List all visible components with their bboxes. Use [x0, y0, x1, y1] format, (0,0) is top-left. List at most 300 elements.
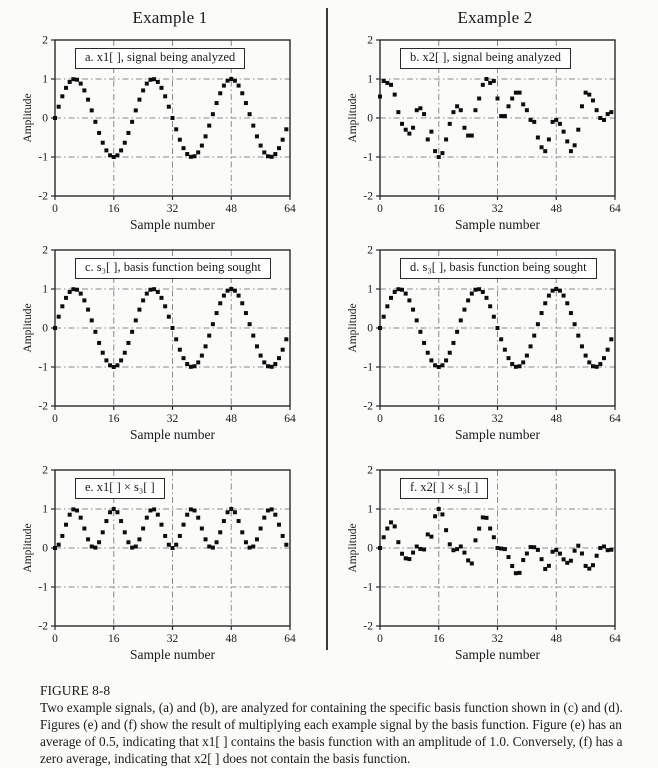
data-point: [536, 322, 540, 326]
data-point: [562, 557, 566, 561]
data-point: [415, 108, 419, 112]
x-tick-label: 16: [433, 633, 445, 645]
y-tick-label: 2: [367, 465, 373, 477]
data-point: [189, 365, 193, 369]
data-point: [492, 315, 496, 319]
data-point: [233, 79, 237, 83]
data-point: [393, 290, 397, 294]
plot-label-box-d: d. s₃[ ], basis function being sought: [400, 258, 597, 279]
data-point: [163, 304, 167, 308]
data-point: [277, 356, 281, 360]
data-point: [240, 301, 244, 305]
data-point: [86, 537, 90, 541]
x-tick-label: 64: [609, 413, 621, 425]
data-point: [255, 134, 259, 138]
data-point: [584, 91, 588, 95]
plot-cell-d: [345, 245, 658, 450]
data-point: [525, 354, 529, 358]
data-point: [134, 108, 138, 112]
data-point: [156, 80, 160, 84]
data-point: [90, 108, 94, 112]
data-point: [60, 534, 64, 538]
data-point: [488, 527, 492, 531]
data-point: [248, 546, 252, 550]
scatter-plot-e: [20, 465, 340, 670]
data-point: [75, 508, 79, 512]
data-point: [580, 104, 584, 108]
data-point: [455, 104, 459, 108]
data-point: [415, 544, 419, 548]
x-tick-label: 48: [225, 633, 237, 645]
data-point: [407, 557, 411, 561]
y-axis-title: Amplitude: [347, 93, 359, 143]
data-point: [248, 112, 252, 116]
data-point: [547, 137, 551, 141]
data-point: [584, 354, 588, 358]
data-point: [422, 112, 426, 116]
y-tick-label: 1: [367, 283, 373, 296]
data-point: [393, 524, 397, 528]
data-point: [204, 344, 208, 348]
data-point: [159, 523, 163, 527]
data-point: [510, 97, 514, 101]
data-point: [389, 296, 393, 300]
data-point: [400, 552, 404, 556]
data-point: [200, 354, 204, 358]
data-point: [536, 136, 540, 140]
data-point: [211, 112, 215, 116]
data-point: [595, 108, 599, 112]
data-point: [123, 530, 127, 534]
data-point: [602, 544, 606, 548]
data-point: [404, 128, 408, 132]
data-point: [134, 545, 138, 549]
data-point: [182, 146, 186, 150]
data-point: [433, 363, 437, 367]
data-point: [477, 97, 481, 101]
data-point: [396, 110, 400, 114]
x-tick-label: 64: [609, 203, 621, 215]
data-point: [536, 548, 540, 552]
data-point: [112, 507, 116, 511]
data-point: [134, 318, 138, 322]
data-point: [200, 144, 204, 148]
data-point: [481, 83, 485, 87]
data-point: [426, 137, 430, 141]
data-point: [90, 318, 94, 322]
data-point: [71, 77, 75, 81]
data-point: [82, 527, 86, 531]
data-point: [565, 139, 569, 143]
data-point: [448, 542, 452, 546]
data-point: [141, 88, 145, 92]
data-point: [565, 301, 569, 305]
data-point: [64, 523, 68, 527]
x-tick-label: 0: [52, 203, 58, 215]
data-point: [163, 534, 167, 538]
plot-label-box-e: e. x1[ ] × s₃[ ]: [75, 478, 165, 499]
data-point: [440, 363, 444, 367]
data-point: [496, 546, 500, 550]
data-point: [266, 154, 270, 158]
data-point: [466, 558, 470, 562]
data-point: [532, 334, 536, 338]
data-point: [437, 507, 441, 511]
data-point: [108, 363, 112, 367]
data-point: [75, 78, 79, 82]
data-point: [248, 322, 252, 326]
data-point: [481, 290, 485, 294]
data-point: [171, 326, 175, 330]
data-point: [68, 80, 72, 84]
y-tick-label: 1: [42, 503, 48, 516]
data-point: [598, 546, 602, 550]
data-point: [207, 124, 211, 128]
data-point: [587, 360, 591, 364]
data-point: [532, 545, 536, 549]
plot-cell-e: [20, 465, 340, 670]
data-point: [576, 334, 580, 338]
data-point: [262, 360, 266, 364]
data-point: [137, 98, 141, 102]
data-point: [587, 93, 591, 97]
data-point: [514, 571, 518, 575]
data-point: [378, 95, 382, 99]
data-point: [470, 292, 474, 296]
x-tick-label: 0: [52, 633, 58, 645]
data-point: [237, 519, 241, 523]
data-point: [518, 91, 522, 95]
data-point: [426, 351, 430, 355]
data-point: [569, 311, 573, 315]
data-point: [525, 108, 529, 112]
data-point: [251, 124, 255, 128]
data-point: [558, 289, 562, 293]
data-point: [444, 358, 448, 362]
data-point: [591, 98, 595, 102]
plot-cell-b: [345, 35, 658, 240]
data-point: [218, 91, 222, 95]
data-point: [407, 132, 411, 136]
data-point: [602, 356, 606, 360]
data-point: [422, 341, 426, 345]
data-point: [281, 534, 285, 538]
figure-caption-title: FIGURE 8-8: [40, 683, 111, 698]
data-point: [407, 298, 411, 302]
data-point: [193, 508, 197, 512]
data-point: [273, 513, 277, 517]
data-point: [119, 148, 123, 152]
data-point: [470, 561, 474, 565]
data-point: [167, 315, 171, 319]
x-tick-label: 0: [377, 203, 383, 215]
data-point: [185, 152, 189, 156]
data-point: [237, 84, 241, 88]
data-point: [71, 287, 75, 291]
data-point: [171, 546, 175, 550]
data-point: [145, 292, 149, 296]
data-point: [411, 308, 415, 312]
data-point: [218, 301, 222, 305]
data-point: [229, 507, 233, 511]
data-point: [543, 567, 547, 571]
data-point: [378, 546, 382, 550]
data-point: [396, 540, 400, 544]
data-point: [440, 512, 444, 516]
data-point: [382, 535, 386, 539]
data-point: [251, 545, 255, 549]
data-point: [262, 516, 266, 520]
x-tick-label: 32: [166, 413, 179, 425]
y-tick-label: -2: [363, 620, 373, 633]
data-point: [200, 527, 204, 531]
y-tick-label: 2: [367, 35, 373, 47]
data-point: [167, 543, 171, 547]
data-point: [529, 545, 533, 549]
y-tick-label: -2: [38, 190, 48, 203]
data-point: [119, 519, 123, 523]
data-point: [521, 102, 525, 106]
data-point: [418, 330, 422, 334]
data-point: [573, 549, 577, 553]
data-point: [569, 149, 573, 153]
data-point: [503, 114, 507, 118]
data-point: [90, 545, 94, 549]
data-point: [433, 149, 437, 153]
data-point: [385, 81, 389, 85]
data-point: [451, 548, 455, 552]
data-point: [499, 114, 503, 118]
data-point: [167, 105, 171, 109]
data-point: [240, 91, 244, 95]
data-point: [115, 363, 119, 367]
data-point: [178, 138, 182, 142]
data-point: [137, 537, 141, 541]
data-point: [609, 110, 613, 114]
data-point: [211, 546, 215, 550]
data-point: [580, 551, 584, 555]
data-point: [514, 365, 518, 369]
data-point: [284, 337, 288, 341]
data-point: [499, 547, 503, 551]
data-point: [277, 146, 281, 150]
data-point: [448, 351, 452, 355]
y-tick-label: -2: [363, 190, 373, 203]
data-point: [152, 77, 156, 81]
data-point: [196, 360, 200, 364]
data-point: [148, 508, 152, 512]
data-point: [255, 537, 259, 541]
y-tick-label: 0: [42, 542, 48, 555]
data-point: [57, 105, 61, 109]
data-point: [86, 308, 90, 312]
data-point: [82, 88, 86, 92]
data-point: [573, 143, 577, 147]
data-point: [462, 308, 466, 312]
data-point: [514, 91, 518, 95]
data-point: [459, 544, 463, 548]
data-point: [462, 126, 466, 130]
data-point: [57, 543, 61, 547]
data-point: [540, 557, 544, 561]
data-point: [273, 362, 277, 366]
scatter-plot-f: [345, 465, 658, 670]
data-point: [598, 116, 602, 120]
data-point: [576, 544, 580, 548]
data-point: [473, 288, 477, 292]
data-point: [229, 77, 233, 81]
data-point: [189, 155, 193, 159]
data-point: [141, 298, 145, 302]
data-point: [86, 98, 90, 102]
column-header-example-2: Example 2: [457, 8, 533, 27]
data-point: [433, 514, 437, 518]
data-point: [259, 144, 263, 148]
data-point: [182, 356, 186, 360]
data-point: [378, 326, 382, 330]
y-tick-label: -2: [38, 400, 48, 413]
data-point: [126, 341, 130, 345]
plot-cell-c: [20, 245, 340, 450]
data-point: [115, 510, 119, 514]
data-point: [540, 311, 544, 315]
data-point: [418, 547, 422, 551]
data-point: [68, 290, 72, 294]
y-tick-label: 0: [367, 322, 373, 335]
data-point: [484, 296, 488, 300]
y-tick-label: 2: [367, 245, 373, 257]
y-tick-label: 2: [42, 35, 48, 47]
data-point: [207, 545, 211, 549]
data-point: [104, 148, 108, 152]
data-point: [97, 131, 101, 135]
data-point: [488, 304, 492, 308]
data-point: [591, 563, 595, 567]
data-point: [429, 358, 433, 362]
x-axis-title: Sample number: [129, 647, 216, 662]
x-tick-label: 64: [284, 633, 296, 645]
data-point: [174, 127, 178, 131]
data-point: [101, 351, 105, 355]
data-point: [459, 108, 463, 112]
data-point: [222, 519, 226, 523]
data-point: [204, 134, 208, 138]
data-point: [185, 513, 189, 517]
x-tick-label: 0: [377, 413, 383, 425]
y-axis-title: Amplitude: [347, 303, 359, 353]
plot-cell-a: [20, 35, 340, 240]
y-tick-label: -1: [363, 581, 373, 594]
data-point: [156, 290, 160, 294]
data-point: [244, 311, 248, 315]
data-point: [174, 337, 178, 341]
data-point: [60, 94, 64, 98]
data-point: [97, 540, 101, 544]
data-point: [591, 364, 595, 368]
data-point: [163, 94, 167, 98]
data-point: [145, 516, 149, 520]
data-point: [148, 78, 152, 82]
data-point: [93, 546, 97, 550]
data-point: [270, 365, 274, 369]
x-axis-title: Sample number: [454, 217, 541, 232]
data-point: [148, 288, 152, 292]
data-point: [211, 322, 215, 326]
y-tick-label: 2: [42, 465, 48, 477]
data-point: [543, 301, 547, 305]
x-tick-label: 16: [433, 203, 445, 215]
x-tick-label: 16: [108, 413, 120, 425]
data-point: [473, 538, 477, 542]
data-point: [159, 86, 163, 90]
data-point: [82, 298, 86, 302]
data-point: [554, 118, 558, 122]
data-point: [123, 351, 127, 355]
data-point: [215, 540, 219, 544]
data-point: [215, 101, 219, 105]
data-point: [602, 118, 606, 122]
data-point: [554, 548, 558, 552]
data-point: [481, 515, 485, 519]
data-point: [584, 564, 588, 568]
data-point: [270, 155, 274, 159]
plot-label-box-a: a. x1[ ], signal being analyzed: [75, 48, 245, 69]
data-point: [558, 122, 562, 126]
data-point: [609, 548, 613, 552]
data-point: [171, 116, 175, 120]
data-point: [174, 543, 178, 547]
data-point: [284, 543, 288, 547]
data-point: [101, 530, 105, 534]
data-point: [71, 507, 75, 511]
x-tick-label: 16: [108, 633, 120, 645]
data-point: [477, 527, 481, 531]
data-point: [437, 155, 441, 159]
figure-caption: [40, 683, 646, 768]
x-tick-label: 32: [491, 633, 504, 645]
data-point: [53, 116, 57, 120]
data-point: [518, 364, 522, 368]
data-point: [104, 358, 108, 362]
data-point: [562, 130, 566, 134]
data-point: [525, 551, 529, 555]
data-point: [196, 150, 200, 154]
data-point: [156, 513, 160, 517]
y-tick-label: -1: [363, 361, 373, 374]
x-tick-label: 64: [609, 633, 621, 645]
data-point: [554, 287, 558, 291]
data-point: [79, 82, 83, 86]
y-tick-label: 0: [42, 112, 48, 125]
data-point: [426, 532, 430, 536]
data-point: [126, 131, 130, 135]
data-point: [473, 108, 477, 112]
data-point: [389, 520, 393, 524]
y-tick-label: 1: [42, 73, 48, 86]
data-point: [551, 120, 555, 124]
data-point: [510, 564, 514, 568]
data-point: [529, 118, 533, 122]
data-point: [233, 510, 237, 514]
data-point: [229, 287, 233, 291]
data-point: [484, 77, 488, 81]
data-point: [152, 287, 156, 291]
x-tick-label: 32: [491, 413, 504, 425]
data-point: [75, 288, 79, 292]
data-point: [385, 304, 389, 308]
data-point: [68, 513, 72, 517]
data-point: [222, 294, 226, 298]
